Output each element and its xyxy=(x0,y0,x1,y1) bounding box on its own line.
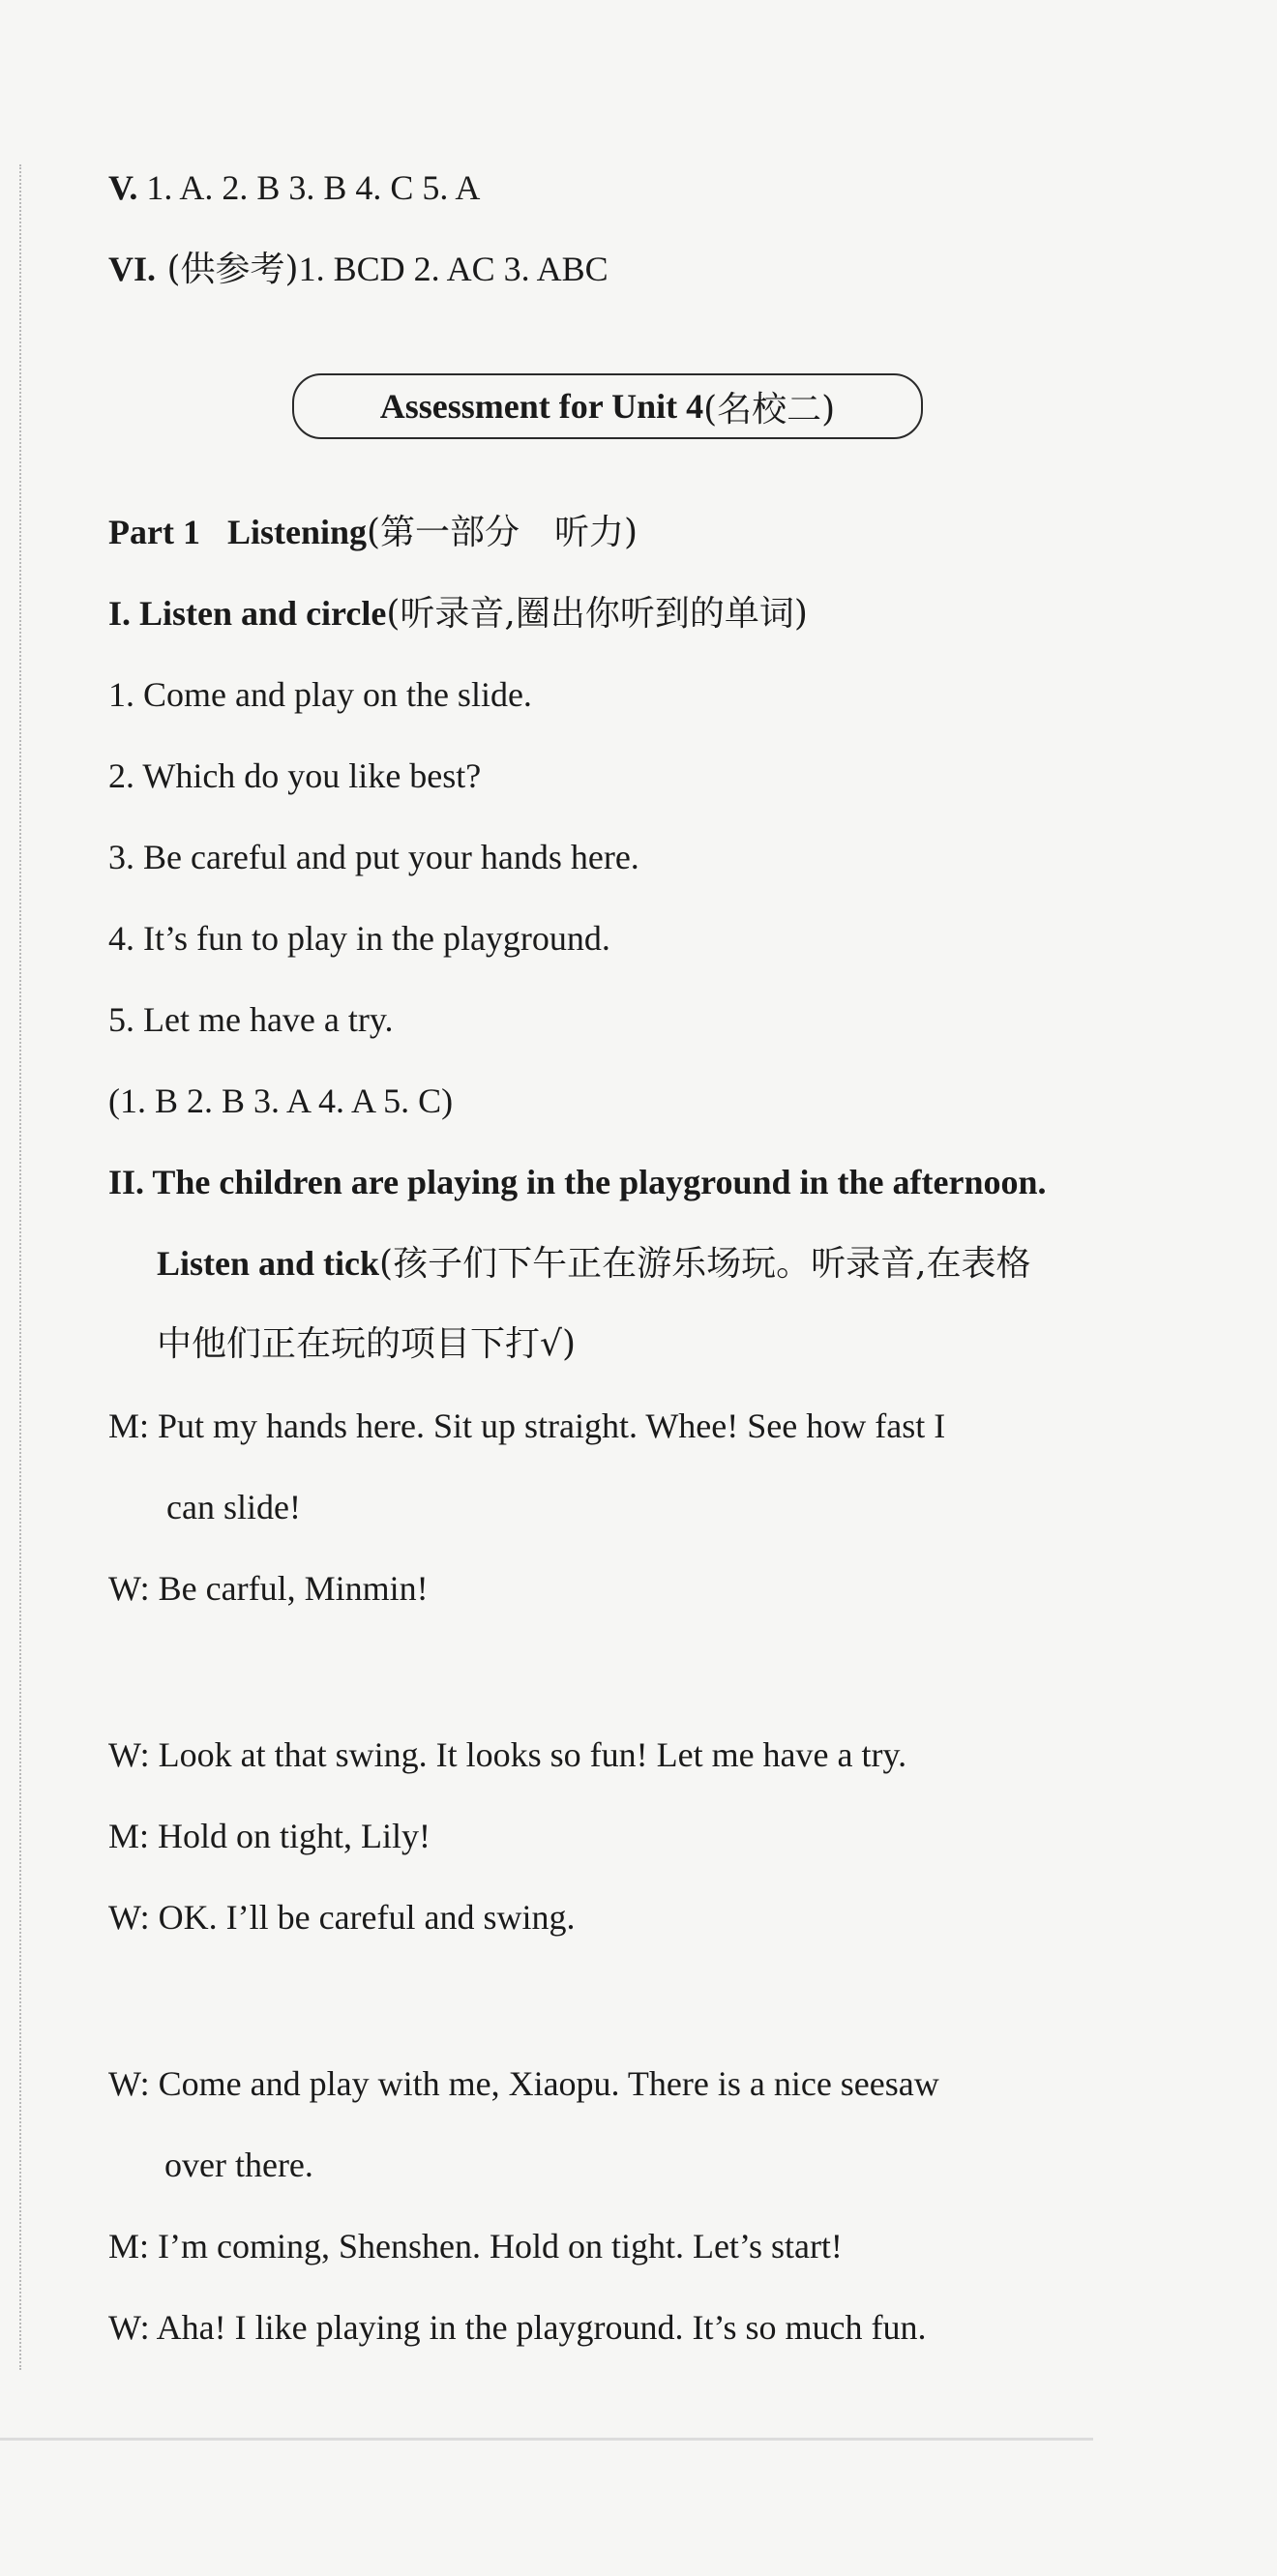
sentence-1: 1. Come and play on the slide. xyxy=(108,675,532,714)
dialogue-line: W: Be carful, Minmin! xyxy=(108,1569,429,1608)
answers-1: (1. B 2. B 3. A 4. A 5. C) xyxy=(108,1081,454,1120)
part-heading: Listening xyxy=(226,513,368,551)
dialogue-line: can slide! xyxy=(166,1488,301,1526)
answers-v xyxy=(108,166,480,209)
dialogue-line: W: Look at that swing. It looks so fun! Let me have a try. xyxy=(108,1735,907,1774)
dialogue-line: M: Hold on tight, Lily! xyxy=(108,1817,431,1855)
page-bottom-rule xyxy=(0,2438,1093,2441)
part1-heading xyxy=(108,511,638,554)
section-title: I. Listen and circle xyxy=(108,594,387,633)
instruction-en: Listen and tick xyxy=(157,1244,380,1283)
part-heading-cn: (第一部分 听力) xyxy=(367,513,638,552)
dialogue-line: M: Put my hands here. Sit up straight. Whee! See how fast I xyxy=(108,1406,946,1445)
answer-text: 1. A. 2. B 3. B 4. C 5. A xyxy=(137,168,481,207)
sentence-2: 2. Which do you like best? xyxy=(108,756,482,795)
section-label: VI. xyxy=(108,250,157,288)
sentence-3: 3. Be careful and put your hands here. xyxy=(108,838,639,876)
section2-instruction-cont: 中他们正在玩的项目下打√) xyxy=(157,1324,576,1364)
section2-heading: II. The children are playing in the playground in the afternoon. xyxy=(108,1163,1047,1201)
dialogue-line: M: I’m coming, Shenshen. Hold on tight. Let’s start! xyxy=(108,2227,843,2265)
margin-guide xyxy=(19,164,21,2370)
answers-vi xyxy=(108,248,609,291)
sentence-4: 4. It’s fun to play in the playground. xyxy=(108,919,610,958)
sentence-5: 5. Let me have a try. xyxy=(108,1000,394,1039)
instruction-cn: (孩子们下午正在游乐场玩。听录音,在表格 xyxy=(379,1244,1031,1284)
section2-instruction xyxy=(157,1242,1031,1286)
reference-note: (供参考) xyxy=(156,250,299,289)
dialogue-line: over there. xyxy=(164,2146,313,2184)
unit-title-box xyxy=(292,373,923,439)
section-title-cn: (听录音,圈出你听到的单词) xyxy=(386,594,808,634)
unit-title-cn: (名校二) xyxy=(703,389,836,429)
dialogue-line: W: OK. I’ll be careful and swing. xyxy=(108,1898,576,1937)
section-label: V. xyxy=(108,168,138,207)
dialogue-line: W: Come and play with me, Xiaopu. There is a nice seesaw xyxy=(108,2064,939,2103)
dialogue-line: W: Aha! I like playing in the playground. It’s so much fun. xyxy=(108,2308,927,2347)
section1-heading xyxy=(108,592,808,636)
unit-title: Assessment for Unit 4 xyxy=(379,387,704,426)
answer-text: 1. BCD 2. AC 3. ABC xyxy=(298,250,609,288)
part-label: Part 1 xyxy=(108,513,200,551)
